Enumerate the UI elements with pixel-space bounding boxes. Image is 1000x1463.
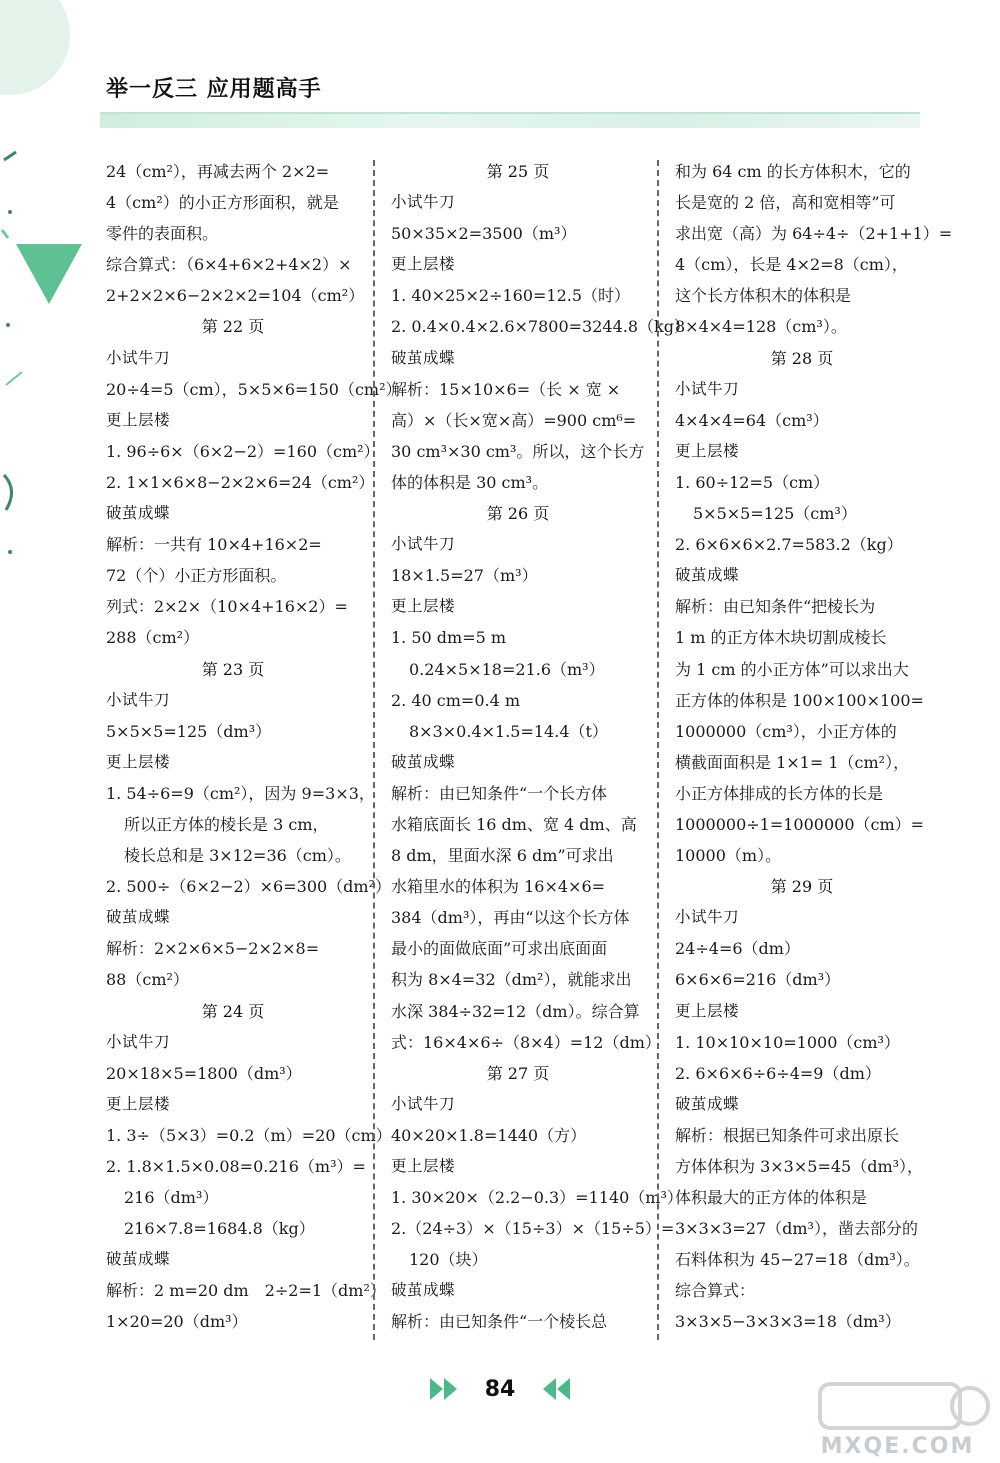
answer-line: 体积最大的正方体的体积是 — [675, 1188, 868, 1208]
answer-line: 2. 6×6×6×2.7=583.2（kg） — [675, 535, 903, 555]
column-divider — [373, 160, 375, 1340]
watermark-logo — [800, 1376, 995, 1458]
answer-column-3 — [675, 156, 953, 1338]
section-heading: 小试牛刀 — [106, 1032, 171, 1051]
answer-line: 零件的表面积。 — [106, 224, 219, 244]
section-heading: 破茧成蝶 — [391, 1281, 456, 1300]
answer-line: 50×35×2=3500（m³） — [391, 224, 577, 244]
section-heading: 破茧成蝶 — [106, 504, 171, 523]
answer-line: 方体体积为 3×3×5=45（dm³）， — [675, 1157, 924, 1176]
answer-line: 3×3×5−3×3×3=18（dm³） — [675, 1312, 901, 1332]
answer-line: 解析：一共有 10×4+16×2= — [106, 535, 322, 555]
section-heading: 破茧成蝶 — [106, 908, 171, 927]
answer-line: 30 cm³×30 cm³。所以，这个长方 — [391, 441, 645, 461]
section-heading: 小试牛刀 — [106, 690, 171, 709]
section-heading: 小试牛刀 — [675, 908, 740, 927]
answer-line: 10000（m）。 — [675, 846, 782, 866]
answer-line: 水箱底面长 16 dm、宽 4 dm、高 — [391, 814, 637, 834]
answer-line: 高）×（长×宽×高）=900 cm⁶= — [391, 410, 637, 430]
answer-line: 1×20=20（dm³） — [106, 1312, 248, 1332]
section-heading: 小试牛刀 — [391, 535, 456, 554]
header-title: 举一反三 应用题高手 — [106, 77, 322, 102]
page-number: 84 — [484, 1376, 516, 1402]
answer-line: 解析：15×10×6=（长 × 宽 × — [391, 379, 621, 399]
answer-line: 0.24×5×18=21.6（m³） — [409, 659, 605, 679]
answer-line: 72（个）小正方形面积。 — [106, 566, 287, 586]
answer-line: 8×3×0.4×1.5=14.4（t） — [409, 721, 608, 741]
section-heading: 更上层楼 — [391, 1157, 456, 1175]
section-heading: 更上层楼 — [391, 255, 456, 274]
answer-line: 1 m 的正方体木块切割成棱长 — [675, 628, 887, 648]
answer-line: 4×4×4=64（cm³） — [675, 410, 829, 430]
answer-line: 棱长总和是 3×12=36（cm）。 — [124, 846, 351, 866]
answer-line: 这个长方体积木的体积是 — [675, 286, 852, 306]
answer-line: 2. 0.4×0.4×2.6×7800=3244.8（kg） — [391, 317, 690, 337]
answer-line: 1. 40×25×2÷160=12.5（时） — [391, 286, 631, 306]
page-heading: 第 27 页 — [486, 1063, 550, 1083]
answer-line: 综合算式： — [675, 1281, 756, 1301]
answer-line: 20÷4=5（cm），5×5×6=150（cm²） — [106, 379, 402, 399]
answer-line: 6×6×6=216（dm³） — [675, 970, 841, 990]
section-heading: 小试牛刀 — [391, 1094, 456, 1113]
answer-line: 1. 60÷12=5（cm） — [675, 472, 830, 492]
answer-line: 解析：由已知条件“把棱长为 — [675, 597, 876, 617]
header-band — [100, 112, 920, 128]
section-heading: 更上层楼 — [391, 597, 456, 616]
answer-line: 384（dm³），再由“以这个长方体 — [391, 908, 630, 928]
answer-line: 水深 384÷32=12（dm）。综合算 — [391, 1001, 640, 1021]
section-heading: 更上层楼 — [106, 752, 171, 771]
answer-line: 20×18×5=1800（dm³） — [106, 1063, 302, 1083]
answer-line: 5×5×5=125（dm³） — [106, 721, 272, 741]
answer-line: 40×20×1.8=1440（方） — [391, 1125, 587, 1145]
section-heading: 破茧成蝶 — [106, 1250, 171, 1269]
answer-line: 8×4×4=128（cm³）。 — [675, 317, 847, 337]
answer-line: 24÷4=6（dm） — [675, 939, 800, 959]
answer-column-1 — [106, 156, 402, 1338]
answer-line: 2. 500÷（6×2−2）×6=300（dm²） — [106, 877, 392, 897]
answer-line: 和为 64 cm 的长方体积木，它的 — [675, 162, 911, 181]
column-divider — [657, 160, 659, 1340]
corner-circle-decoration — [0, 0, 80, 110]
answer-line: 为 1 cm 的小正方体”可以求出大 — [675, 659, 909, 679]
answer-line: 120（块） — [409, 1250, 488, 1270]
watermark-url: MXQE.COM — [820, 1434, 975, 1459]
answer-line: 综合算式：（6×4+6×2+4×2）× — [106, 255, 352, 275]
answer-line: 2. 1×1×6×8−2×2×6=24（cm²） — [106, 472, 375, 492]
answer-line: 1. 30×20×（2.2−0.3）=1140（m³） — [391, 1188, 683, 1208]
page-heading: 第 24 页 — [201, 1001, 265, 1021]
section-heading: 更上层楼 — [675, 1001, 740, 1020]
section-heading: 小试牛刀 — [675, 379, 740, 398]
answer-line: 1000000（cm³），小正方体的 — [675, 721, 897, 741]
answer-line: 正方体的体积是 100×100×100= — [675, 690, 924, 710]
answer-line: 216×7.8=1684.8（kg） — [124, 1219, 315, 1239]
section-heading: 破茧成蝶 — [675, 1094, 740, 1113]
section-heading: 更上层楼 — [106, 410, 171, 429]
page-heading: 第 26 页 — [486, 504, 550, 524]
page-heading: 第 29 页 — [770, 877, 834, 897]
answer-line: 1. 3÷（5×3）=0.2（m）=20（cm） — [106, 1125, 392, 1145]
answer-line: 长是宽的 2 倍，高和宽相等”可 — [675, 193, 896, 213]
answer-line: 1000000÷1=1000000（cm）= — [675, 814, 925, 834]
answer-line: 288（cm²） — [106, 628, 200, 648]
answer-line: 水箱里水的体积为 16×4×6= — [391, 877, 606, 897]
answer-line: 求出宽（高）为 64÷4÷（2+1+1）= — [675, 224, 953, 244]
answer-line: 2. 6×6×6÷6÷4=9（dm） — [675, 1063, 881, 1083]
section-heading: 更上层楼 — [675, 441, 740, 460]
answer-line: 小正方体排成的长方体的长是 — [675, 783, 884, 803]
answer-line: 最小的面做底面”可求出底面面 — [391, 939, 608, 959]
page-heading: 第 28 页 — [770, 348, 834, 368]
answer-line: 3×3×3=27（dm³），凿去部分的 — [675, 1219, 918, 1239]
answer-line: 解析：由已知条件“一个棱长总 — [391, 1312, 608, 1332]
answer-line: 1. 96÷6×（6×2−2）=160（cm²） — [106, 441, 380, 461]
answer-line: 4（cm²）的小正方形面积，就是 — [106, 193, 339, 213]
answer-line: 解析：2×2×6×5−2×2×8= — [106, 939, 320, 959]
answer-line: 8 dm，里面水深 6 dm”可求出 — [391, 846, 614, 866]
watermark-badge-icon — [800, 1376, 995, 1436]
answer-line: 4（cm），长是 4×2=8（cm）， — [675, 255, 908, 275]
answer-line: 所以正方体的棱长是 3 cm， — [124, 814, 329, 834]
answer-line: 解析：2 m=20 dm 2÷2=1（dm²） — [106, 1281, 386, 1301]
section-heading: 更上层楼 — [106, 1094, 171, 1113]
answer-line: 216（dm³） — [124, 1188, 219, 1208]
answer-line: 石料体积为 45−27=18（dm³）。 — [675, 1250, 920, 1270]
section-heading: 破茧成蝶 — [675, 566, 740, 585]
answer-line: 解析：根据已知条件可求出原长 — [675, 1125, 900, 1145]
section-heading: 破茧成蝶 — [391, 348, 456, 367]
answer-line: 横截面面积是 1×1= 1（cm²）， — [675, 752, 910, 772]
double-arrow-left-icon — [538, 1376, 572, 1402]
answer-line: 18×1.5=27（m³） — [391, 566, 538, 586]
answer-line: 5×5×5=125（cm³） — [693, 504, 857, 524]
answer-line: 1. 10×10×10=1000（cm³） — [675, 1032, 900, 1052]
answer-line: 式：16×4×6÷（8×4）=12（dm） — [391, 1032, 661, 1052]
double-arrow-right-icon — [428, 1376, 462, 1402]
answer-line: 积为 8×4=32（dm²），就能求出 — [391, 970, 632, 990]
page-heading: 第 22 页 — [201, 317, 265, 337]
answer-line: 1. 50 dm=5 m — [391, 628, 507, 648]
answer-line: 2+2×2×6−2×2×2=104（cm²） — [106, 286, 365, 306]
answer-column-2 — [391, 156, 690, 1338]
answer-line: 列式：2×2×（10×4+16×2）= — [106, 597, 348, 617]
section-heading: 破茧成蝶 — [391, 752, 456, 771]
section-heading: 小试牛刀 — [391, 193, 456, 212]
page-heading: 第 23 页 — [201, 659, 265, 679]
answer-line: 88（cm²） — [106, 970, 189, 990]
answer-line: 2. 1.8×1.5×0.08=0.216（m³）= — [106, 1157, 366, 1176]
answer-line: 24（cm²），再减去两个 2×2= — [106, 162, 330, 181]
answer-line: 解析：由已知条件“一个长方体 — [391, 783, 608, 803]
answer-line: 体的体积是 30 cm³。 — [391, 472, 549, 492]
section-heading: 小试牛刀 — [106, 348, 171, 367]
answer-line: 2.（24÷3）×（15÷3）×（15÷5）= — [391, 1219, 675, 1239]
edge-marks-decoration — [0, 140, 40, 560]
answer-line: 2. 40 cm=0.4 m — [391, 690, 521, 710]
answer-line: 1. 54÷6=9（cm²），因为 9=3×3， — [106, 783, 375, 803]
page-heading: 第 25 页 — [486, 162, 550, 181]
